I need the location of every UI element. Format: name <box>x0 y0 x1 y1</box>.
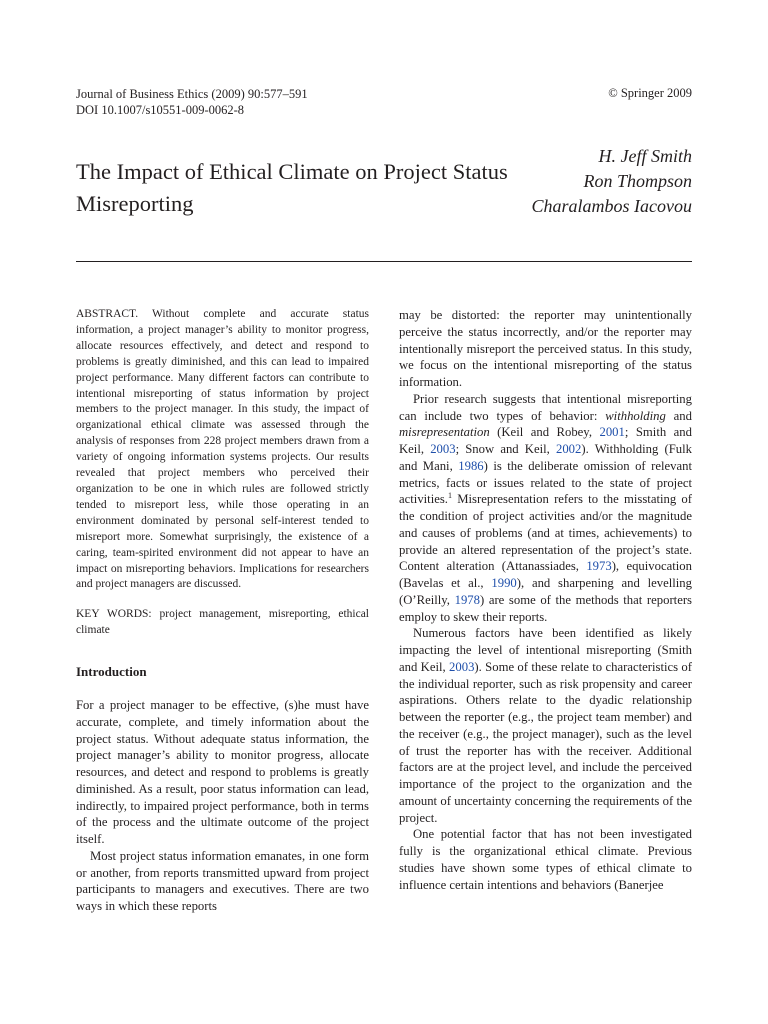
doi: DOI 10.1007/s10551-009-0062-8 <box>76 103 245 117</box>
keywords <box>76 607 369 639</box>
term-withholding: withholding <box>605 408 666 423</box>
copyright: © Springer 2009 <box>608 86 692 100</box>
text-run: (Keil and Robey, <box>489 425 600 440</box>
body-paragraph-3 <box>399 625 692 826</box>
journal-header <box>76 86 308 118</box>
author: Ron Thompson <box>583 171 692 191</box>
section-heading: Introduction <box>76 664 147 680</box>
citation-link[interactable]: 1990 <box>491 576 517 590</box>
header-divider <box>76 261 692 262</box>
author: H. Jeff Smith <box>598 146 692 166</box>
citation-link[interactable]: 1986 <box>458 458 484 473</box>
text-run: ) are some of the methods that reporters employ to skew their reports. <box>399 592 692 624</box>
abstract-text: Without complete and accurate status information, a project manager’s ability to monitor progress, allocate resources effectively, and detect and respond to problems is greatly diminished, and this can lead to impaired project performance. Many different factors can contribute to intentional misreporting of status information by project members to the project manager. In this study, the impact of organizational ethical climate was assessed through the analysis of responses from 228 project members drawn from a variety of ongoing information systems projects. Our results revealed that project members who perceived their organization to be one in which rules are followed strictly tended to misreport less, while those operating in an environment dominated by personal self-interest tended to misreport more. Somewhat surprisingly, the existence of a caring, team-spirited environment did not appear to have an impact on misreporting behaviors. Implications for researchers and project managers are discussed. <box>76 308 369 591</box>
text-run: ; Smith and Keil, <box>399 425 692 456</box>
text-run: ). Some of these relate to characteristics of the individual reporter, such as risk propensity and career aspirations. Others relate to the dyadic relationship between the reporter (e.g., the project team member) and the receiver (e.g., the project manager), such as the level of trust the reporter has with the receiver. Additional factors are at the project level, and include the perceived importance of the project to the organization and the amount of uncertainty concerning the requirements of the project. <box>399 659 692 825</box>
left-column <box>76 307 369 915</box>
intro-paragraph-2: Most project status information emanates, in one form or another, from reports transmitted upward from project participants to managers and executives. There are two ways in which these reports <box>76 848 369 914</box>
citation-link[interactable]: 1978 <box>454 592 480 607</box>
author-list <box>532 144 693 219</box>
journal-citation: Journal of Business Ethics (2009) 90:577–591 <box>76 87 308 101</box>
text-run: ) is the deliberate omission of relevant metrics, facts or issues related to the state of project activities. <box>399 458 692 507</box>
body-paragraph-1: may be distorted: the reporter may unintentionally perceive the status incorrectly, and/or the reporter may intentionally misreport the perceived status. In this study, we focus on the intentional misreporting of the status information. <box>399 308 692 389</box>
abstract-label: ABSTRACT. <box>76 308 139 320</box>
text-run: Misrepresentation refers to the misstating of the condition of project activities and/or the magnitude and causes of problems (and at times, achievements) to provide an altered representation of the project’s state. Content alteration (Attanassiades, <box>399 492 692 574</box>
abstract <box>76 307 369 593</box>
term-misrepresentation: misrepresentation <box>399 425 490 440</box>
text-run: ). Withholding (Fulk and Mani, <box>399 442 692 473</box>
text-run: Prior research suggests that intentional misreporting can include two types of behavior: <box>399 391 692 423</box>
keywords-label: KEY WORDS: <box>76 608 152 621</box>
body-paragraph-4: One potential factor that has not been investigated fully is the organizational ethical climate. Previous studies have shown some types of ethical climate to influence certain intentions and behaviors (Banerjee <box>399 827 692 892</box>
citation-link[interactable]: 1973 <box>586 559 612 574</box>
intro-paragraph-1: For a project manager to be effective, (s)he must have accurate, complete, and timely information about the project status. Without adequate status information, the project manager’s ability to monitor progress, allocate resources, and detect and respond to problems is greatly diminished. As a result, poor status information can lead, indirectly, to impaired project performance, both in terms of the process and the ultimate outcome of the project itself. <box>76 698 369 847</box>
citation-link[interactable]: 2002 <box>555 442 582 456</box>
text-run: and <box>665 408 692 423</box>
text-run: ; Snow and Keil, <box>455 442 556 456</box>
keywords-text: project management, misreporting, ethical climate <box>76 608 369 637</box>
text-run: ), equivocation (Bavelas et al., <box>399 559 692 590</box>
citation-link[interactable]: 2001 <box>599 425 625 440</box>
author: Charalambos Iacovou <box>531 196 692 216</box>
body-paragraph-2 <box>399 391 692 626</box>
article-title: The Impact of Ethical Climate on Project Status Misreporting <box>76 159 508 216</box>
citation-link[interactable]: 2003 <box>430 442 456 456</box>
right-column <box>399 307 692 893</box>
text-run: ), and sharpening and levelling (O’Reilly, <box>399 576 692 607</box>
footnote-marker[interactable]: 1 <box>447 491 452 501</box>
text-run: Numerous factors have been identified as likely impacting the level of intentional misreporting (Smith and Keil, <box>399 626 692 674</box>
citation-link[interactable]: 2003 <box>449 659 475 674</box>
